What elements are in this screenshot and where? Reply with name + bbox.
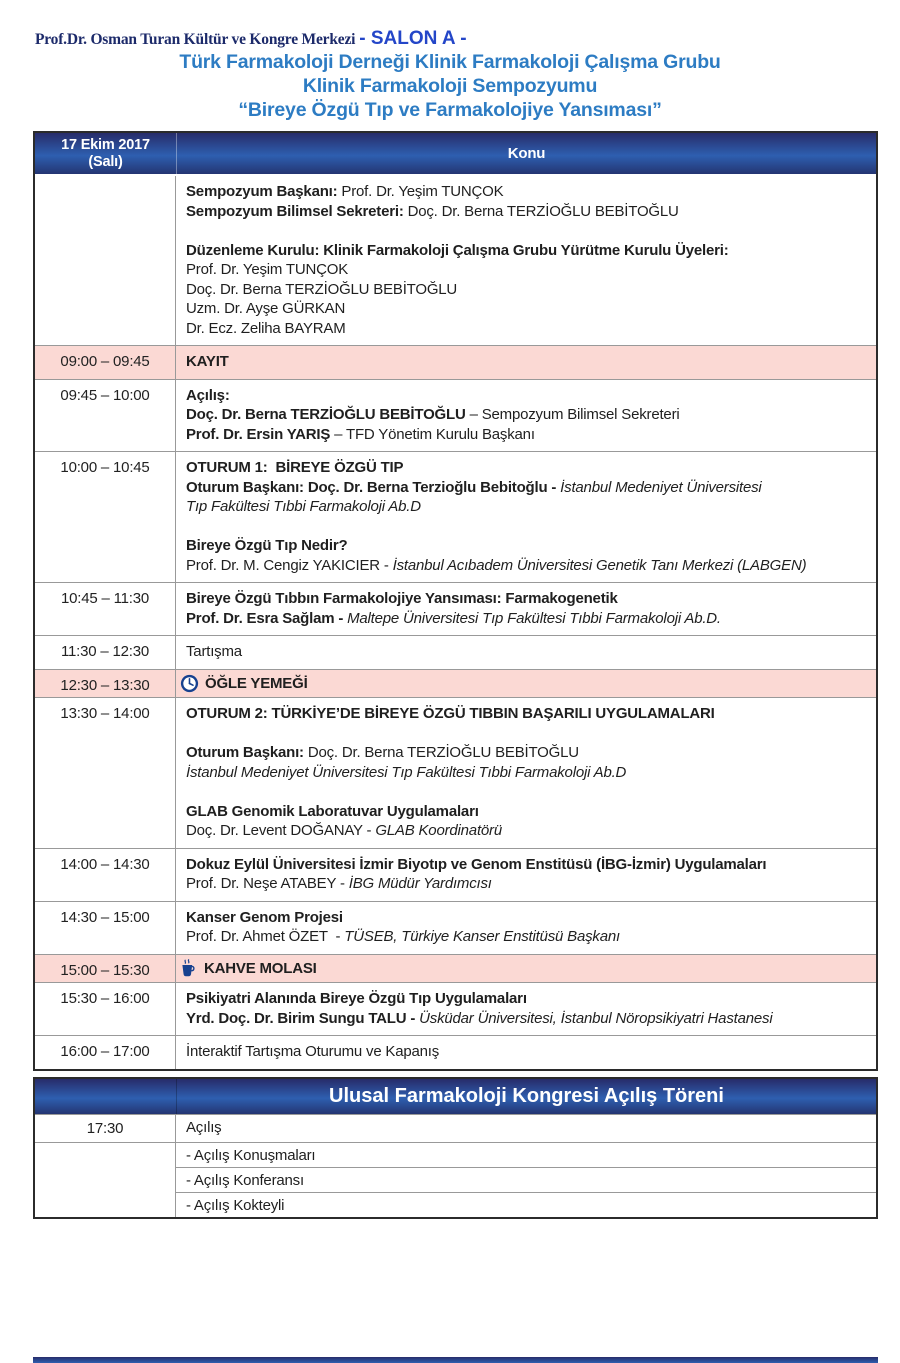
text-segment: İstanbul Medeniyet Üniversitesi [560,478,762,496]
text-segment: Oturum Başkanı: Doç. Dr. Berna Terzioğlu Bebitoğlu - [186,478,561,496]
text-line [186,724,864,744]
topic-cell [176,983,876,1035]
text-segment: – Sempozyum Bilimsel Sekreteri [465,406,680,423]
text-segment: Prof. Dr. Yeşim TUNÇOK [341,183,504,200]
text-line [186,1009,864,1029]
text-segment: Bireye Özgü Tıp Nedir? [186,537,348,554]
schedule-row [35,451,876,582]
text-segment: GLAB Koordinatörü [375,822,502,839]
text-segment: OTURUM 1: BİREYE ÖZGÜ TIP [186,459,404,476]
schedule-row [35,669,876,698]
text-line [186,589,864,609]
time-cell: 10:00 – 10:45 [35,452,176,582]
ceremony-item: - Açılış Kokteyli [186,1197,285,1214]
schedule-row [35,848,876,901]
topic-cell [176,583,876,635]
text-segment: İstanbul Acıbadem Üniversitesi Genetik Tanı Merkezi (LABGEN) [392,556,807,574]
text-line [186,221,864,241]
text-segment: Üsküdar Üniversitesi, İstanbul Nöropsikiyatri Hastanesi [419,1009,773,1027]
clock-icon [180,674,199,693]
text-line [186,1042,864,1062]
text-segment: İstanbul Medeniyet Üniversitesi Tıp Fakültesi Tıbbi Farmakoloji Ab.D [186,763,627,781]
time-cell: 09:45 – 10:00 [35,380,176,452]
time-cell: 16:00 – 17:00 [35,1036,176,1069]
ceremony-table [33,1077,878,1219]
coffee-icon [180,959,198,978]
venue-name: Prof.Dr. Osman Turan Kültür ve Kongre Merkezi [35,31,356,48]
text-line [186,927,864,947]
ceremony-item: - Açılış Konferansı [176,1168,876,1193]
text-segment: Prof. Dr. Neşe ATABEY - [186,875,349,892]
time-cell: 12:30 – 13:30 [35,670,176,698]
text-segment: Uzm. Dr. Ayşe GÜRKAN [186,300,346,317]
text-line [186,763,864,783]
text-segment: ÖĞLE YEMEĞİ [205,674,308,692]
text-line [186,478,864,498]
text-segment: Maltepe Üniversitesi Tıp Fakültesi Tıbbi Farmakoloji Ab.D. [347,609,721,627]
ceremony-item: - Açılış Konuşmaları [176,1143,876,1168]
text-segment: Sempozyum Bilimsel Sekreteri: [186,202,408,220]
text-segment: Kanser Genom Projesi [186,908,343,926]
text-line [186,182,864,202]
topic-cell [176,902,876,954]
topic-cell [176,955,876,983]
ceremony-item: Açılış [176,1115,876,1143]
topic-cell [176,698,876,848]
text-segment: İBG Müdür Yardımcısı [348,875,492,892]
schedule-row [35,379,876,452]
time-cell: 15:00 – 15:30 [35,955,176,983]
topic-cell [176,346,876,379]
text-segment: Prof. Dr. M. Cengiz YAKICIER - [186,556,393,574]
time-cell: 10:45 – 11:30 [35,583,176,635]
time-cell [35,176,176,345]
text-line [186,517,864,537]
schedule-row [35,697,876,848]
ceremony-header-left-cell [35,1079,177,1114]
text-line [186,556,864,576]
schedule-rows [35,176,876,1069]
text-line [186,821,864,841]
text-segment: Prof. Dr. Esra Sağlam - [186,609,348,627]
time-cell: 11:30 – 12:30 [35,636,176,669]
event-titles [0,50,900,122]
event-title-line-1: Türk Farmakoloji Derneği Klinik Farmakoloji Çalışma Grubu [179,51,721,73]
text-segment: KAHVE MOLASI [204,959,317,977]
text-line [204,959,317,979]
text-segment: Prof. Dr. Ersin YARIŞ [186,425,331,443]
ceremony-title: Ulusal Farmakoloji Kongresi Açılış Töreni [329,1085,724,1107]
schedule-row [35,176,876,345]
text-segment: Yrd. Doç. Dr. Birim Sungu TALU - [186,1009,420,1027]
schedule-row [35,901,876,954]
text-segment: KAYIT [186,353,229,370]
text-segment: Düzenleme Kurulu: Klinik Farmakoloji Çalışma Grubu Yürütme Kurulu Üyeleri: [186,241,729,259]
text-segment: Açılış: [186,386,230,404]
text-line [186,497,864,517]
ceremony-table-header [35,1079,876,1115]
date-line-2: (Salı) [88,153,123,170]
topic-cell [176,670,876,698]
text-segment: Bireye Özgü Tıbbın Farmakolojiye Yansıması: Farmakogenetik [186,590,618,607]
text-line [186,260,864,280]
text-line [186,425,864,445]
text-line [186,458,864,478]
topic-cell [176,176,876,345]
ceremony-rows [35,1115,876,1217]
text-line [186,855,864,875]
venue-line [35,28,467,50]
schedule-row [35,1035,876,1069]
time-cell: 14:30 – 15:00 [35,902,176,954]
text-line [186,802,864,822]
text-segment: TÜSEB, Türkiye Kanser Enstitüsü Başkanı [344,928,620,945]
text-segment: – TFD Yönetim Kurulu Başkanı [330,425,535,443]
salon-label: - SALON A - [359,28,467,49]
text-segment: Tıp Fakültesi Tıbbi Farmakoloji Ab.D [186,498,421,515]
topic-cell [176,849,876,901]
text-line [186,609,864,629]
time-cell: 09:00 – 09:45 [35,346,176,379]
text-line [186,241,864,261]
text-line [186,743,864,763]
text-line [186,319,864,339]
time-cell: 13:30 – 14:00 [35,698,176,848]
text-segment: Doç. Dr. Levent DOĞANAY - [186,822,376,839]
time-cell: 15:30 – 16:00 [35,983,176,1035]
text-line [186,782,864,802]
topic-header-cell: Konu [507,145,546,162]
topic-cell [176,380,876,452]
text-line [186,386,864,406]
text-line [186,405,864,425]
text-line [205,674,308,694]
text-line [186,874,864,894]
text-line [186,536,864,556]
schedule-row [35,345,876,379]
schedule-table-header [35,133,876,176]
text-segment: Doç. Dr. Berna TERZİOĞLU BEBİTOĞLU [186,280,458,298]
text-line [186,908,864,928]
text-segment: İnteraktif Tartışma Oturumu ve Kapanış [186,1043,440,1060]
time-cell: 14:00 – 14:30 [35,849,176,901]
schedule-row [35,582,876,635]
text-line [186,352,864,372]
date-line-1: 17 Ekim 2017 [61,136,150,153]
text-segment: Sempozyum Başkanı: [186,183,342,200]
ceremony-time-cell: 17:30 [35,1115,176,1143]
text-segment: Doç. Dr. Berna TERZİOĞLU BEBİTOĞLU [407,202,679,220]
schedule-row [35,635,876,669]
event-title-line-3: “Bireye Özgü Tıp ve Farmakolojiye Yansıması” [238,99,662,121]
topic-cell [176,452,876,582]
date-header-cell [35,133,177,174]
text-segment: Psikiyatri Alanında Bireye Özgü Tıp Uygulamaları [186,990,527,1007]
text-segment: Prof. Dr. Ahmet ÖZET - [186,928,345,945]
text-line [186,280,864,300]
schedule-table [33,131,878,1071]
text-segment: GLAB Genomik Laboratuvar Uygulamaları [186,802,479,820]
text-segment: Dokuz Eylül Üniversitesi İzmir Biyotıp ve Genom Enstitüsü (İBG-İzmir) Uygulamaları [186,855,767,873]
text-line [186,704,864,724]
schedule-row [35,954,876,983]
text-segment: OTURUM 2: TÜRKİYE’DE BİREYE ÖZGÜ TIBBIN BAŞARILI UYGULAMALARI [186,705,715,722]
event-title-line-2: Klinik Farmakoloji Sempozyumu [302,75,598,97]
text-segment: Dr. Ecz. Zeliha BAYRAM [186,319,346,337]
next-section-band-cutoff [33,1357,878,1363]
text-line [186,299,864,319]
text-segment: Doç. Dr. Berna TERZİOĞLU BEBİTOĞLU [186,406,466,423]
text-line [186,202,864,222]
text-segment: Tartışma [186,643,242,660]
text-segment: Prof. Dr. Yeşim TUNÇOK [186,261,349,278]
text-line [186,642,864,662]
ceremony-empty-time-cell [35,1143,176,1217]
topic-cell [176,636,876,669]
topic-cell [176,1036,876,1069]
text-line [186,989,864,1009]
text-segment: Oturum Başkanı: [186,744,308,761]
schedule-row [35,982,876,1035]
text-segment: Doç. Dr. Berna TERZİOĞLU BEBİTOĞLU [307,744,579,761]
